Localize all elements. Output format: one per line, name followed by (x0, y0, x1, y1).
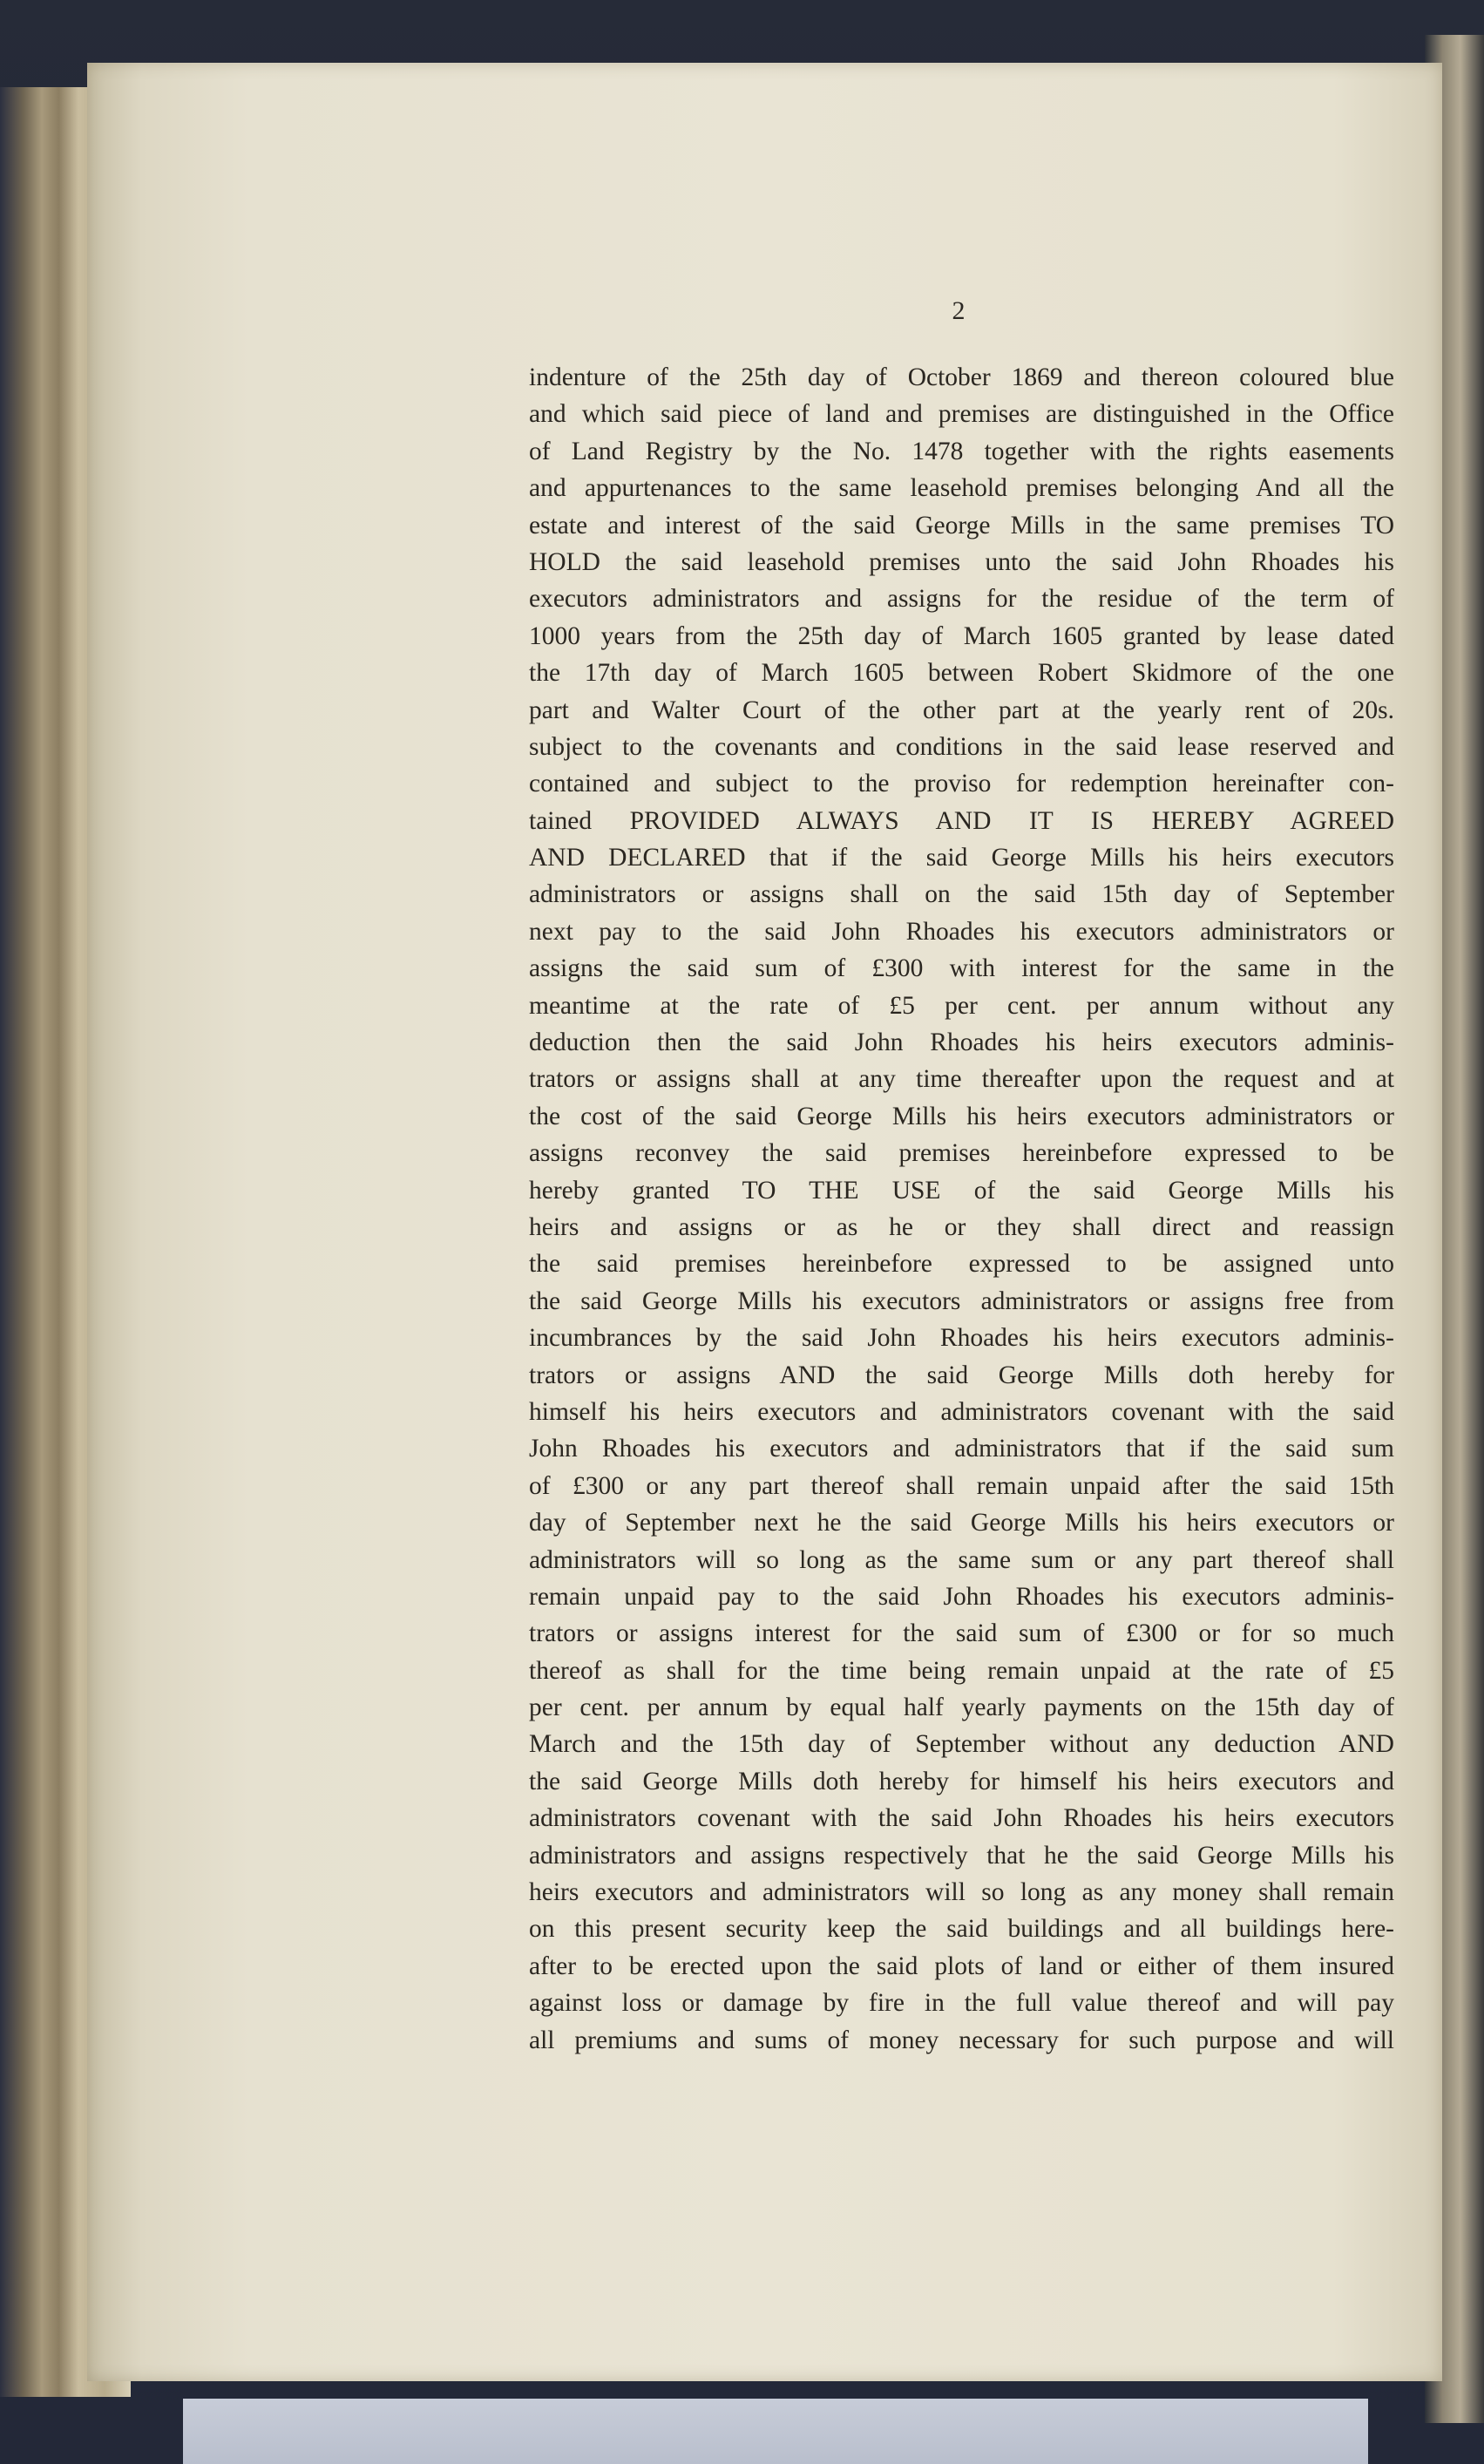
page-number: 2 (952, 296, 966, 325)
text-line: part and Walter Court of the other part at the yearly rent of 20s. (529, 696, 1394, 724)
text-line: 1000 years from the 25th day of March 1605 granted by lease dated (529, 621, 1394, 650)
text-line: himself his heirs executors and administrators covenant with the said (529, 1397, 1394, 1426)
text-line: administrators or assigns shall on the said 15th day of September (529, 880, 1394, 909)
text-line: incumbrances by the said John Rhoades his heirs executors adminis- (529, 1324, 1394, 1353)
text-line: heirs and assigns or as he or they shall direct and reassign (529, 1212, 1394, 1241)
text-line: after to be erected upon the said plots of land or either of them insured (529, 1952, 1394, 1980)
text-line: assigns reconvey the said premises hereinbefore expressed to be (529, 1139, 1394, 1168)
text-line: deduction then the said John Rhoades his heirs executors adminis- (529, 1028, 1394, 1057)
text-line: per cent. per annum by equal half yearly payments on the 15th day of (529, 1694, 1394, 1722)
text-line: the 17th day of March 1605 between Robert Skidmore of the one (529, 659, 1394, 688)
text-line: AND DECLARED that if the said George Mills his heirs executors (529, 844, 1394, 872)
text-line: administrators will so long as the same sum or any part thereof shall (529, 1545, 1394, 1574)
text-line: of £300 or any part thereof shall remain unpaid after the said 15th (529, 1471, 1394, 1500)
text-line: subject to the covenants and conditions in the said lease reserved and (529, 732, 1394, 761)
text-line: and appurtenances to the same leasehold premises belonging And all the (529, 474, 1394, 503)
text-line: all premiums and sums of money necessary for such purpose and will (529, 2026, 1394, 2054)
text-line: the cost of the said George Mills his heirs executors administrators or (529, 1102, 1394, 1130)
text-line: executors administrators and assigns for the residue of the term of (529, 585, 1394, 614)
text-line: John Rhoades his executors and administrators that if the said sum (529, 1435, 1394, 1463)
text-line: and which said piece of land and premises are distinguished in the Office (529, 400, 1394, 429)
page-body-text (529, 359, 1394, 2059)
text-line: trators or assigns interest for the said sum of £300 or for so much (529, 1619, 1394, 1648)
text-line: meantime at the rate of £5 per cent. per annum without any (529, 991, 1394, 1020)
text-line: on this present security keep the said buildings and all buildings here- (529, 1915, 1394, 1944)
text-line: estate and interest of the said George Mills in the same premises TO (529, 511, 1394, 540)
text-line: day of September next he the said George Mills his heirs executors or (529, 1509, 1394, 1537)
text-line: the said George Mills his executors administrators or assigns free from (529, 1286, 1394, 1315)
text-line: the said George Mills doth hereby for himself his heirs executors and (529, 1767, 1394, 1795)
text-line: hereby granted TO THE USE of the said George Mills his (529, 1176, 1394, 1205)
text-line: contained and subject to the proviso for redemption hereinafter con- (529, 770, 1394, 798)
text-line: tained PROVIDED ALWAYS AND IT IS HEREBY AGREED (529, 806, 1394, 835)
text-line: HOLD the said leasehold premises unto the said John Rhoades his (529, 547, 1394, 576)
text-line: trators or assigns AND the said George Mills doth hereby for (529, 1361, 1394, 1389)
text-line: indenture of the 25th day of October 1869 and thereon coloured blue (529, 363, 1394, 391)
text-line: remain unpaid pay to the said John Rhoades his executors adminis- (529, 1582, 1394, 1611)
text-line: administrators and assigns respectively that he the said George Mills his (529, 1841, 1394, 1870)
text-line: administrators covenant with the said John Rhoades his heirs executors (529, 1804, 1394, 1833)
text-line: the said premises hereinbefore expressed to be assigned unto (529, 1250, 1394, 1279)
text-line: assigns the said sum of £300 with interest for the same in the (529, 954, 1394, 983)
text-line: against loss or damage by fire in the full value thereof and will pay (529, 1989, 1394, 2018)
text-line: March and the 15th day of September without any deduction AND (529, 1730, 1394, 1759)
bottom-paper-sheet (183, 2399, 1368, 2464)
text-line: thereof as shall for the time being remain unpaid at the rate of £5 (529, 1656, 1394, 1685)
text-line: next pay to the said John Rhoades his executors administrators or (529, 917, 1394, 946)
text-line: heirs executors and administrators will so long as any money shall remain (529, 1878, 1394, 1907)
text-line: of Land Registry by the No. 1478 together with the rights easements (529, 437, 1394, 465)
text-line: trators or assigns shall at any time thereafter upon the request and at (529, 1065, 1394, 1094)
